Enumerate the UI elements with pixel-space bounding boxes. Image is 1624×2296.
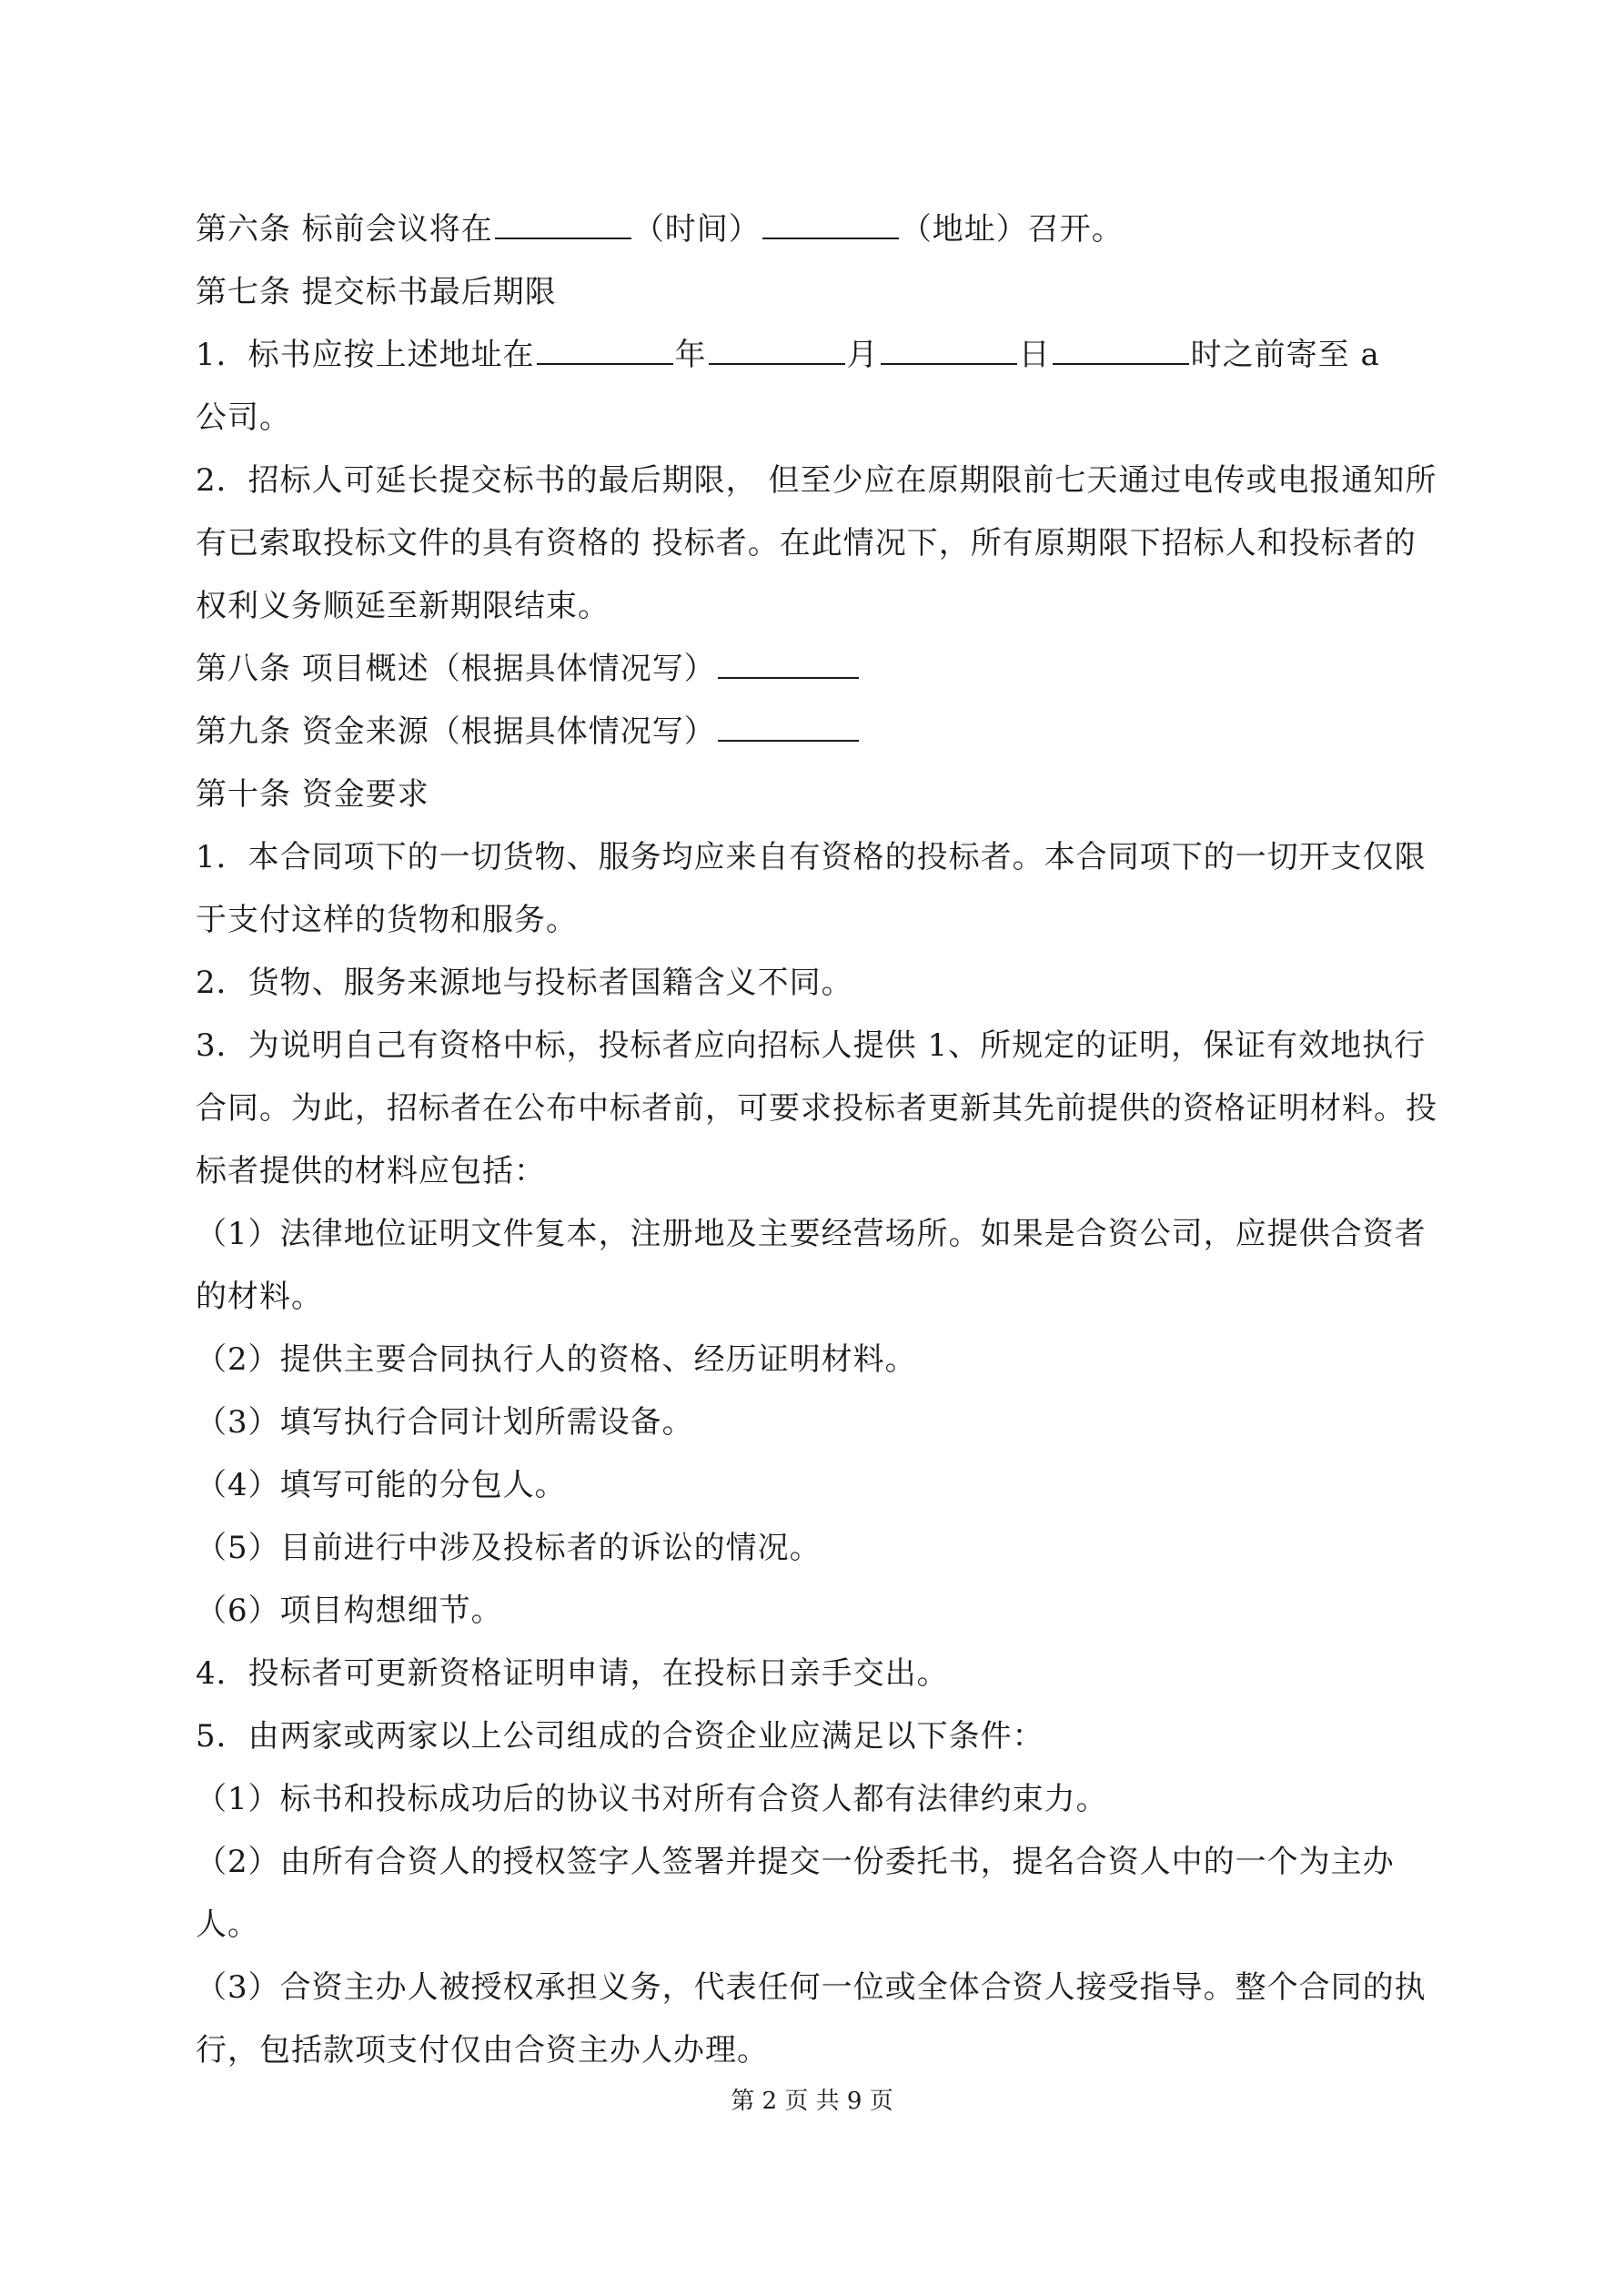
- text-segment: 第六条 标前会议将在: [196, 211, 493, 248]
- article-10-item-3-sub-3: （3）填写执行合同计划所需设备。: [196, 1404, 694, 1441]
- article-10-heading: 第十条 资金要求: [196, 776, 429, 813]
- fill-blank-month: [709, 332, 845, 365]
- article-8-heading: [196, 638, 1437, 701]
- article-10-item-3-sub-2: （2）提供主要合同执行人的资格、经历证明材料。: [196, 1341, 917, 1378]
- fill-blank-time: [495, 207, 631, 239]
- fill-blank-fund-source: [718, 709, 859, 742]
- text-segment: 时之前寄至 a: [1190, 337, 1380, 373]
- fill-blank-day: [881, 332, 1017, 365]
- article-10-item-2: 2．货物、服务来源地与投标者国籍含义不同。: [196, 965, 853, 1001]
- article-10-item-3-sub-4: （4）填写可能的分包人。: [196, 1467, 567, 1503]
- fill-blank-year: [537, 332, 673, 365]
- text-segment: （地址）召开。: [900, 211, 1124, 248]
- text-segment: 1．标书应按上述地址在: [196, 337, 535, 373]
- fill-blank-hour: [1053, 332, 1189, 365]
- article-7-item-1-cont: 公司。: [196, 400, 291, 436]
- document-body: [196, 198, 1437, 2082]
- article-10-item-5-sub-2: （2）由所有合资人的授权签字人签署并提交一份委托书，提名合资人中的一个为主办人。: [196, 1844, 1395, 1943]
- article-10-item-3-sub-5: （5）目前进行中涉及投标者的诉讼的情况。: [196, 1530, 822, 1566]
- article-10-item-4: 4．投标者可更新资格证明申请，在投标日亲手交出。: [196, 1655, 949, 1692]
- text-segment: （时间）: [632, 211, 761, 248]
- fill-blank-address: [762, 207, 899, 239]
- text-segment: 年: [674, 337, 707, 373]
- page-number-footer: 第 2 页 共 9 页: [731, 2088, 893, 2115]
- article-10-item-3-sub-6: （6）项目构想细节。: [196, 1593, 503, 1629]
- text-segment: 月: [846, 337, 879, 373]
- article-7-item-2: 2．招标人可延长提交标书的最后期限， 但至少应在原期限前七天通过电传或电报通知所有已索取投标文件的具有资格的 投标者。在此情况下，所有原期限下招标人和投标者的权利义务顺延至新期限结束。: [196, 462, 1437, 624]
- article-9-heading: [196, 701, 1437, 764]
- text-segment: 第九条 资金来源（根据具体情况写）: [196, 713, 716, 750]
- article-10-item-5-sub-1: （1）标书和投标成功后的协议书对所有合资人都有法律约束力。: [196, 1781, 1108, 1817]
- article-10-item-3-sub-1: （1）法律地位证明文件复本，注册地及主要经营场所。如果是合资公司，应提供合资者的材料。: [196, 1216, 1427, 1315]
- article-10-item-5-sub-3: （3）合资主办人被授权承担义务，代表任何一位或全体合资人接受指导。整个合同的执行，包括款项支付仅由合资主办人办理。: [196, 1969, 1427, 2068]
- text-segment: 第八条 项目概述（根据具体情况写）: [196, 651, 716, 687]
- fill-blank-project-overview: [718, 646, 859, 679]
- article-10-item-3: 3．为说明自己有资格中标，投标者应向招标人提供 1、所规定的证明，保证有效地执行合同。为此，招标者在公布中标者前，可要求投标者更新其先前提供的资格证明材料。投标者提供的材料应包括：: [196, 1027, 1437, 1189]
- article-10-item-1: 1．本合同项下的一切货物、服务均应来自有资格的投标者。本合同项下的一切开支仅限于支付这样的货物和服务。: [196, 839, 1427, 938]
- article-10-item-5: 5．由两家或两家以上公司组成的合资企业应满足以下条件：: [196, 1718, 1044, 1755]
- text-segment: 日: [1018, 337, 1051, 373]
- article-7-heading: 第七条 提交标书最后期限: [196, 274, 557, 310]
- article-6-meeting: [196, 198, 1437, 261]
- article-7-item-1: [196, 324, 1437, 387]
